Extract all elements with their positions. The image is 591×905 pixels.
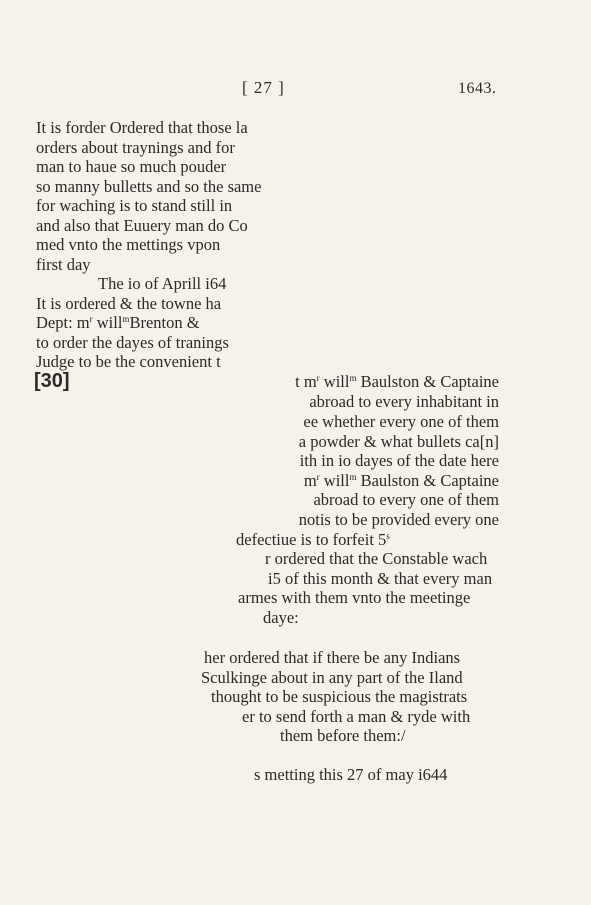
text-line: and also that Euuery man do Co: [36, 216, 248, 235]
text-line: thought to be suspicious the magistrats: [211, 687, 468, 706]
text-line: ith in io dayes of the date here: [299, 451, 499, 470]
text-line: abroad to every inhabitant in: [309, 392, 499, 411]
text-line: It is forder Ordered that those la: [36, 118, 248, 137]
closing-line: s metting this 27 of may i644: [254, 765, 448, 784]
text-line: It is ordered & the towne ha: [36, 294, 222, 313]
date-line: The io of Aprill i64: [98, 274, 227, 293]
text-line: Sculkinge about in any part of the Iland: [201, 668, 463, 687]
text-line: $m^r$ will$^m$ Baulston & Captaine: [303, 471, 499, 490]
text-line: her ordered that if there be any Indians: [204, 648, 461, 667]
text-line: i5 of this month & that every man: [268, 569, 493, 588]
margin-page-marker: [30]: [34, 370, 70, 392]
text-line: for waching is to stand still in: [36, 196, 233, 215]
text-line: so manny bulletts and so the same: [36, 177, 262, 196]
page-number: [ 27 ]: [242, 78, 285, 97]
text-line: abroad to every one of them: [313, 490, 499, 509]
text-line: daye:: [263, 608, 299, 627]
text-line: to order the dayes of tranings: [36, 333, 229, 352]
text-line: ee whether every one of them: [303, 412, 499, 431]
text-line: Dept: $m^r$ will$^m$Brenton &: [36, 313, 200, 332]
text-line: armes with them vnto the meetinge: [238, 588, 471, 607]
text-line: t $m^r$ will$^m$ Baulston & Captaine: [295, 372, 499, 391]
text-line: med vnto the mettings vpon: [36, 235, 221, 254]
text-line: them before them:/: [280, 726, 406, 745]
text-line: er to send forth a man & ryde with: [242, 707, 471, 726]
text-line: r ordered that the Constable wach: [265, 549, 488, 568]
text-line: notis to be provided every one: [298, 510, 499, 529]
text-line: defectiue is to forfeit 5$^s$: [236, 530, 390, 549]
text-line: a powder & what bullets ca[n]: [298, 432, 499, 451]
text-line: first day: [36, 255, 91, 274]
text-line: Judge to be the convenient t: [36, 352, 221, 371]
text-line: man to haue so much pouder: [36, 157, 227, 176]
text-line: orders about traynings and for: [36, 138, 235, 157]
header-year: 1643.: [458, 80, 497, 97]
